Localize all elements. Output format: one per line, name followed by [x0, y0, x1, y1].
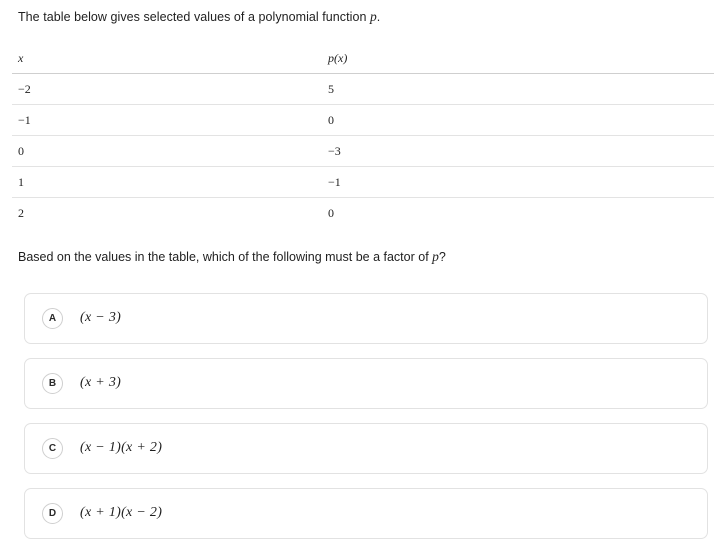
cell-px: −1: [322, 167, 714, 198]
choice-expression: (x + 3): [80, 375, 122, 390]
table-row: [12, 167, 714, 198]
choice-a-button[interactable]: [24, 293, 708, 344]
table-row: [12, 74, 714, 105]
intro-text-end: .: [376, 10, 381, 24]
intro-text: [18, 9, 380, 25]
choice-expression: (x − 1)(x + 2): [80, 440, 163, 455]
table-row: [12, 136, 714, 167]
question-variable: p: [432, 249, 439, 264]
choice-b-button[interactable]: [24, 358, 708, 409]
choice-c-button[interactable]: [24, 423, 708, 474]
choice-d-button[interactable]: [24, 488, 708, 539]
cell-x: 2: [18, 205, 24, 220]
cell-px: 0: [322, 105, 714, 136]
question-text-body: Based on the values in the table, which of the following must be a factor of: [18, 250, 433, 264]
table-row: [12, 198, 714, 229]
header-px: p(x): [322, 44, 714, 74]
intro-variable: p: [369, 9, 377, 24]
cell-x: −2: [12, 74, 322, 105]
header-x: x: [12, 44, 322, 74]
intro-text-body: The table below gives selected values of a polynomial function: [18, 10, 370, 24]
cell-px: 0: [328, 205, 334, 220]
choice-expression: (x + 1)(x − 2): [80, 505, 163, 520]
choice-letter-badge: D: [42, 503, 63, 524]
answer-choices: [24, 293, 708, 553]
question-text-end: ?: [438, 250, 446, 264]
cell-x: 1: [12, 167, 322, 198]
choice-letter-badge: B: [42, 373, 63, 394]
cell-x: −1: [12, 105, 322, 136]
choice-letter-badge: A: [42, 308, 63, 329]
choice-letter-badge: C: [42, 438, 63, 459]
cell-px: 5: [322, 74, 714, 105]
cell-x: 0: [12, 136, 322, 167]
choice-expression: (x − 3): [80, 310, 122, 325]
table-header-row: [12, 44, 714, 74]
values-table: [12, 44, 714, 228]
question-text: [18, 249, 446, 265]
table-row: [12, 105, 714, 136]
cell-px: −3: [322, 136, 714, 167]
